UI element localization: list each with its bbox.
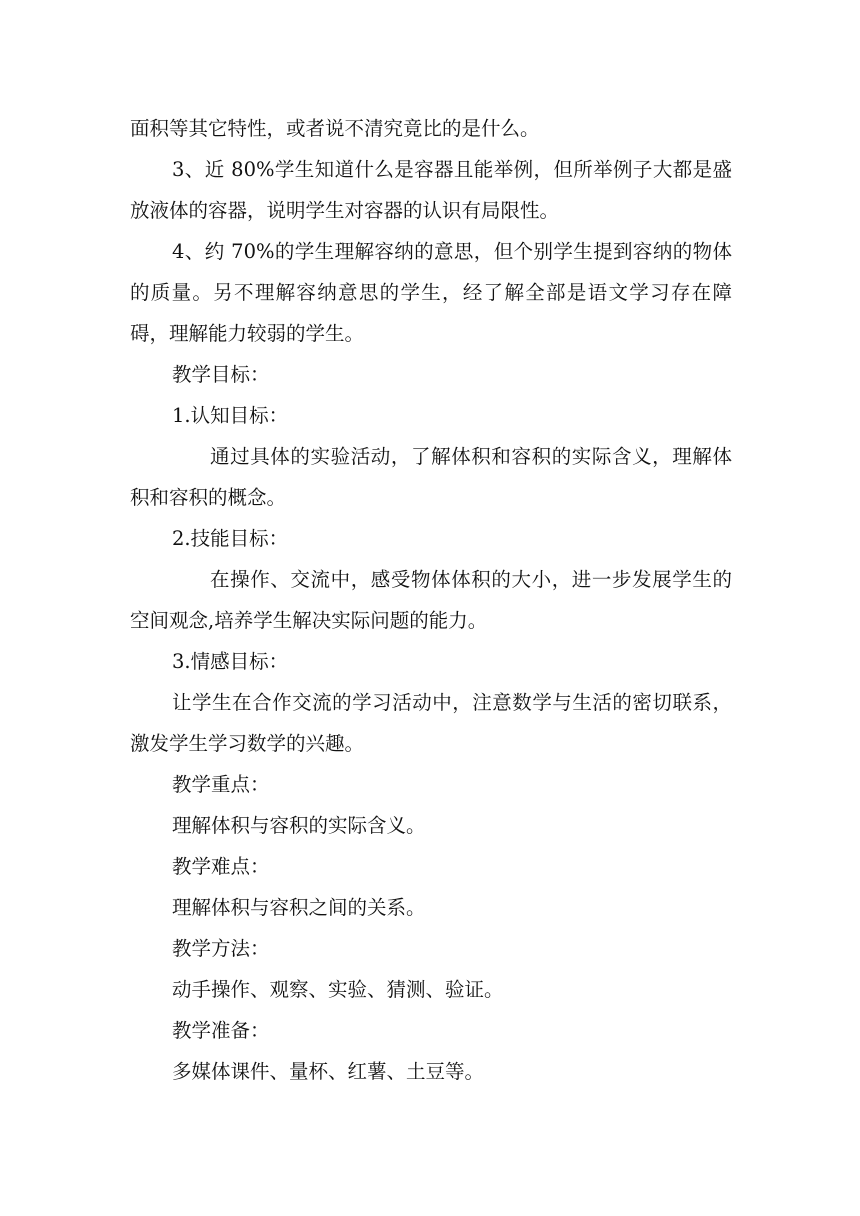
paragraph-emotional-goal: 让学生在合作交流的学习活动中，注意数学与生活的密切联系，激发学生学习数学的兴趣。 xyxy=(130,691,732,755)
heading-key-points: 教学重点： xyxy=(172,773,270,796)
paragraph-difficult-points: 理解体积与容积之间的关系。 xyxy=(172,896,426,919)
paragraph-skill-goal: 在操作、交流中，感受物体体积的大小，进一步发展学生的空间观念,培养学生解决实际问题的能力。 xyxy=(130,568,732,632)
paragraph-continuation: 面积等其它特性，或者说不清究竟比的是什么。 xyxy=(130,117,540,140)
paragraph-teaching-methods: 动手操作、观察、实验、猜测、验证。 xyxy=(172,978,504,1001)
heading-skill-goal: 2.技能目标： xyxy=(172,527,289,550)
paragraph-teaching-preparation: 多媒体课件、量杯、红薯、土豆等。 xyxy=(172,1060,485,1083)
paragraph-cognitive-goal: 通过具体的实验活动，了解体积和容积的实际含义，理解体积和容积的概念。 xyxy=(130,445,732,509)
heading-teaching-goals: 教学目标： xyxy=(172,363,270,386)
paragraph-finding-4: 4、约 70%的学生理解容纳的意思，但个别学生提到容纳的物体的质量。另不理解容纳意思的学生，经了解全部是语文学习存在障碍，理解能力较弱的学生。 xyxy=(130,240,732,345)
heading-teaching-preparation: 教学准备： xyxy=(172,1019,270,1042)
paragraph-key-points: 理解体积与容积的实际含义。 xyxy=(172,814,426,837)
heading-difficult-points: 教学难点： xyxy=(172,855,270,878)
paragraph-finding-3: 3、近 80%学生知道什么是容器且能举例，但所举例子大都是盛放液体的容器，说明学生对容器的认识有局限性。 xyxy=(130,158,732,222)
heading-teaching-methods: 教学方法： xyxy=(172,937,270,960)
document-body xyxy=(130,108,732,1092)
heading-emotional-goal: 3.情感目标： xyxy=(172,650,289,673)
heading-cognitive-goal: 1.认知目标： xyxy=(172,404,289,427)
